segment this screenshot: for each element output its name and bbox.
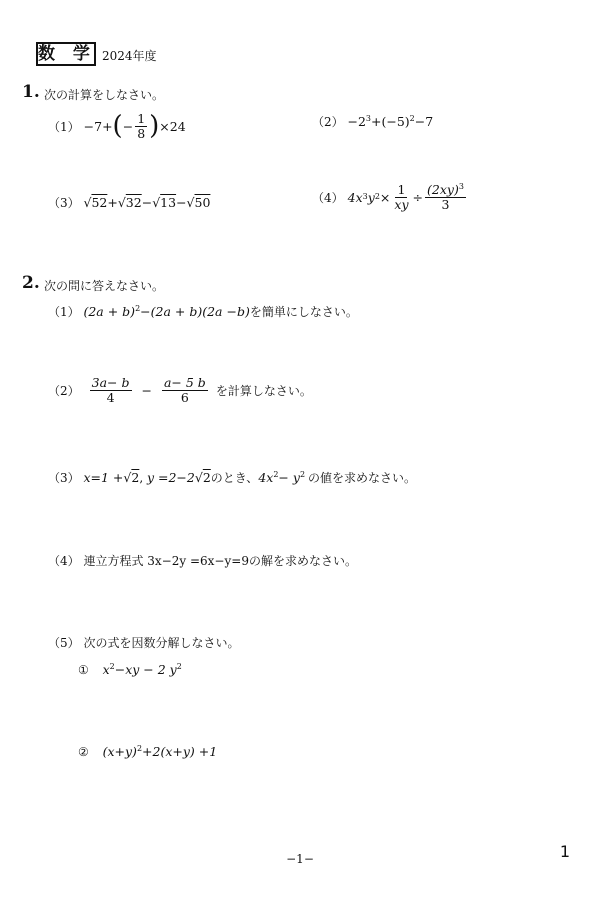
q1-p4-fraction-2: $\frac{(2xy)^3}{3}$ — [427, 181, 464, 212]
circled-number-1: ① — [78, 663, 89, 677]
page-number-footer: −1− — [286, 852, 314, 866]
left-paren: ( — [112, 111, 123, 142]
q2-p4-text: 連立方程式 3x−2y =6x−y=9の解を求めなさい。 — [83, 554, 357, 568]
q1-part-4 — [312, 183, 468, 212]
exam-year: 2024年度 — [102, 49, 157, 63]
q2-p1-instruction: を簡単にしなさい。 — [249, 305, 358, 319]
right-paren: ) — [149, 111, 160, 142]
q1-part-1 — [48, 112, 186, 141]
question-1-text: 次の計算をしなさい。 — [44, 88, 165, 102]
q1-p3-label: （3） — [48, 196, 80, 210]
sqrt-term: √32 — [117, 195, 142, 210]
question-2-number: 2. — [22, 273, 40, 293]
q1-part-3 — [48, 194, 210, 211]
q2-p5-item-1: ① $x^2-xy - 2$ $y^2$ — [78, 662, 182, 677]
q2-p4-label: （4） — [48, 554, 80, 568]
q2-p1-label: （1） — [48, 305, 80, 319]
page-corner-number: 1 — [559, 842, 570, 861]
q2-p2-fraction-2: $\frac{a- 5 b}{6}$ — [163, 375, 206, 405]
question-1-number: 1. — [22, 82, 40, 102]
q2-p5-label: （5） — [48, 636, 80, 650]
q2-p5-item-2: ② $(x+y)^2+2(x+y) +1$ — [78, 744, 218, 759]
q2-part-2 — [48, 376, 312, 405]
sqrt-term: √52 — [83, 195, 108, 210]
q2-part-1: （1） $(2a + b)^2-(2a + b)(2a -b)$を簡単にしなさい。 — [48, 304, 358, 319]
q1-p4-label: （4） — [312, 190, 344, 205]
question-2-text: 次の問に答えなさい。 — [44, 279, 165, 293]
sqrt-term: √13 — [152, 195, 177, 210]
q1-part-2 — [312, 113, 433, 130]
q1-p4-fraction-1: $\frac{1}{xy}$ — [394, 182, 409, 212]
q1-p1-term-2: ×24 — [159, 118, 186, 134]
fraction-numerator: 1 — [137, 111, 146, 126]
q1-p1-fraction — [135, 112, 147, 141]
q2-p2-fraction-1: $\frac{3a- b}{4}$ — [91, 375, 130, 405]
sqrt-term: √50 — [186, 195, 211, 210]
q1-p3-expression: √52+√32−√13−√50 — [83, 195, 211, 210]
q2-part-3: （3） x=1 +√2, y =2−2√2のとき、$4x^2- y^2$ の値を求めなさい。 — [48, 470, 417, 485]
q2-p2-expression: $\frac{3a- b}{4}$ − $\frac{a- 5 b}{6}$ — [91, 375, 206, 405]
circled-number-2: ② — [78, 745, 89, 759]
q1-p1-sign: − — [122, 118, 134, 134]
q2-part-4 — [48, 552, 357, 569]
q2-p1-expression: (2a + b) — [83, 304, 136, 319]
q1-p1-term: −7+ — [83, 118, 113, 134]
fraction-denominator: 8 — [137, 125, 146, 141]
q2-part-5 — [48, 634, 239, 651]
q1-p4-expression: 4x 3 y 2 × $\frac{1}{xy}$ ÷ $\frac{(2xy)^3}{3}$ — [347, 181, 464, 212]
subject-title: 数 学 — [38, 44, 96, 64]
q1-p1-label: （1） — [48, 119, 80, 134]
q2-p2-instruction: を計算しなさい。 — [215, 383, 312, 398]
q2-p2-label: （2） — [48, 383, 80, 398]
q1-p1-expression — [84, 112, 186, 141]
q1-p2-label: （2） — [312, 115, 344, 129]
q2-p3-label: （3） — [48, 471, 80, 485]
q1-p2-expression: $-2^3+(-5)^2-7$ — [347, 113, 434, 129]
q2-p5-text: 次の式を因数分解しなさい。 — [83, 636, 240, 650]
